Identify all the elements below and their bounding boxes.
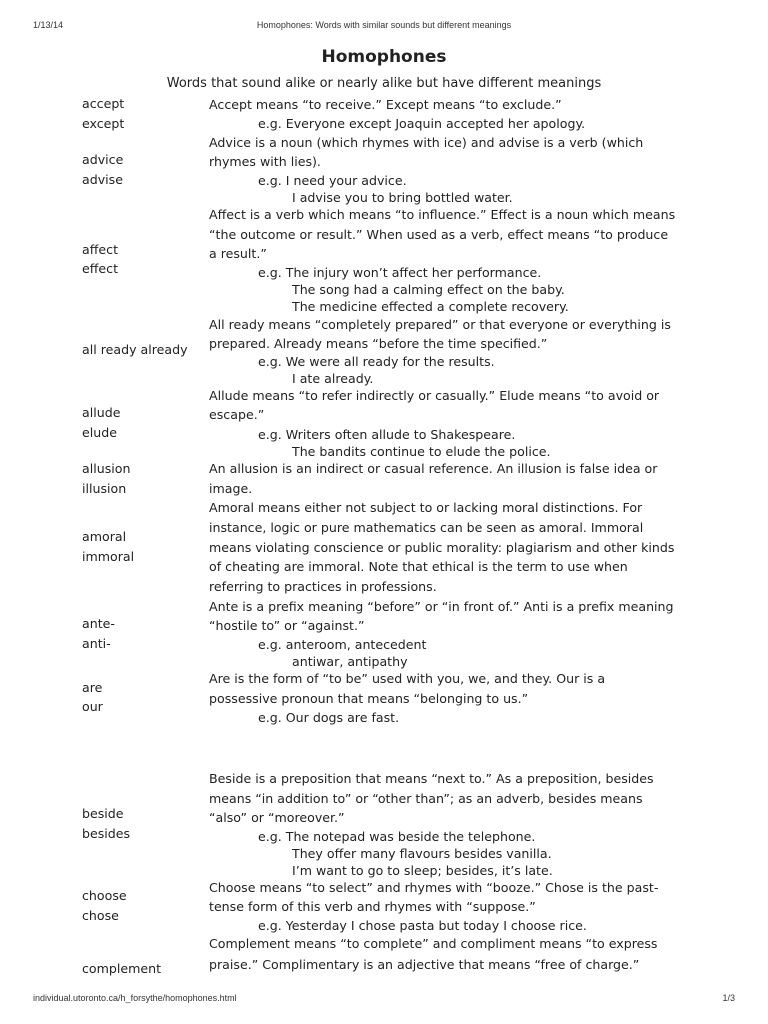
definition-line: Affect is a verb which means “to influence.” Effect is a noun which means	[209, 207, 676, 222]
definition-line: escape.”	[209, 407, 265, 422]
definition-line: Allude means “to refer indirectly or casually.” Elude means “to avoid or	[209, 388, 660, 403]
term-complement: complement	[82, 961, 162, 976]
definition-line: referring to practices in professions.	[209, 579, 437, 594]
example-line: I advise you to bring bottled water.	[292, 190, 513, 205]
term-allude: allude	[82, 405, 121, 420]
definition-line: All ready means “completely prepared” or that everyone or everything is	[209, 317, 671, 332]
definition-line: instance, logic or pure mathematics can be seen as amoral. Immoral	[209, 520, 644, 535]
term-immoral: immoral	[82, 549, 135, 564]
definition-line: Advice is a noun (which rhymes with ice) and advise is a verb (which	[209, 135, 644, 150]
definition-line: “also” or “moreover.”	[209, 810, 345, 825]
definition-line: Choose means “to select” and rhymes with “booze.” Chose is the past-	[209, 880, 659, 895]
print-url: individual.utoronto.ca/h_forsythe/homophones.html	[33, 993, 237, 1003]
example-line: e.g. Our dogs are fast.	[258, 710, 400, 725]
term-ante: ante-	[82, 616, 115, 631]
example-line: e.g. Writers often allude to Shakespeare.	[258, 427, 516, 442]
term-are: are	[82, 680, 103, 695]
term-amoral: amoral	[82, 529, 127, 544]
definition-line: possessive pronoun that means “belonging to us.”	[209, 691, 529, 706]
example-line: e.g. Everyone except Joaquin accepted her apology.	[258, 116, 586, 131]
example-line: I ate already.	[292, 371, 374, 386]
example-line: The bandits continue to elude the police.	[292, 444, 551, 459]
term-affect: affect	[82, 242, 119, 257]
page-number: 1/3	[722, 993, 735, 1003]
definition-line: of cheating are immoral. Note that ethical is the term to use when	[209, 559, 628, 574]
example-line: They offer many flavours besides vanilla.	[292, 846, 552, 861]
example-line: The song had a calming effect on the baby.	[292, 282, 565, 297]
page-title: Homophones	[321, 47, 447, 67]
example-line: e.g. anteroom, antecedent	[258, 637, 427, 652]
definition-line: “the outcome or result.” When used as a verb, effect means “to produce	[209, 227, 669, 242]
term-allusion: allusion	[82, 461, 131, 476]
page-subtitle: Words that sound alike or nearly alike but have different meanings	[166, 76, 602, 91]
term-accept: accept	[82, 96, 125, 111]
definition-line: Are is the form of “to be” used with you, we, and they. Our is a	[209, 671, 606, 686]
definition-line: Beside is a preposition that means “next to.” As a preposition, besides	[209, 771, 654, 786]
example-line: e.g. The injury won’t affect her performance.	[258, 265, 542, 280]
definition-line: Amoral means either not subject to or lacking moral distinctions. For	[209, 500, 643, 515]
term-advise: advise	[82, 172, 123, 187]
term-except: except	[82, 116, 125, 131]
example-line: I’m want to go to sleep; besides, it’s late.	[292, 863, 553, 878]
definition-line: Complement means “to complete” and compliment means “to express	[209, 936, 658, 951]
print-date: 1/13/14	[33, 20, 64, 30]
term-illusion: illusion	[82, 481, 127, 496]
definition-line: means “in addition to” or “other than”; as an adverb, besides means	[209, 791, 643, 806]
example-line: antiwar, antipathy	[292, 654, 408, 669]
definition-line: prepared. Already means “before the time specified.”	[209, 336, 548, 351]
definition-line: “hostile to” or “against.”	[209, 618, 365, 633]
definition-line: image.	[209, 481, 253, 496]
example-line: e.g. Yesterday I chose pasta but today I choose rice.	[258, 918, 587, 933]
term-elude: elude	[82, 425, 117, 440]
definition-line: means violating conscience or public morality: plagiarism and other kinds	[209, 540, 675, 555]
print-footer	[0, 993, 768, 1007]
definition-line: An allusion is an indirect or casual reference. An illusion is false idea or	[209, 461, 658, 476]
example-line: The medicine effected a complete recovery.	[292, 299, 569, 314]
example-line: e.g. We were all ready for the results.	[258, 354, 495, 369]
term-chose: chose	[82, 908, 119, 923]
term-anti: anti-	[82, 636, 111, 651]
definition-line: rhymes with lies).	[209, 154, 321, 169]
example-line: e.g. I need your advice.	[258, 173, 407, 188]
term-advice: advice	[82, 152, 124, 167]
term-all-ready-already: all ready already	[82, 342, 188, 357]
definition-line: a result.”	[209, 246, 267, 261]
example-line: e.g. The notepad was beside the telephone.	[258, 829, 536, 844]
term-our: our	[82, 699, 103, 714]
term-beside: beside	[82, 806, 124, 821]
definition-line: Accept means “to receive.” Except means “to exclude.”	[209, 97, 562, 112]
term-effect: effect	[82, 261, 119, 276]
definition-line: praise.” Complimentary is an adjective that means “free of charge.”	[209, 957, 640, 972]
print-header	[0, 20, 768, 34]
print-page-title: Homophones: Words with similar sounds but different meanings	[256, 20, 512, 30]
term-choose: choose	[82, 888, 127, 903]
definition-line: Ante is a prefix meaning “before” or “in front of.” Anti is a prefix meaning	[209, 599, 674, 614]
definition-line: tense form of this verb and rhymes with “suppose.”	[209, 899, 536, 914]
term-besides: besides	[82, 826, 131, 841]
